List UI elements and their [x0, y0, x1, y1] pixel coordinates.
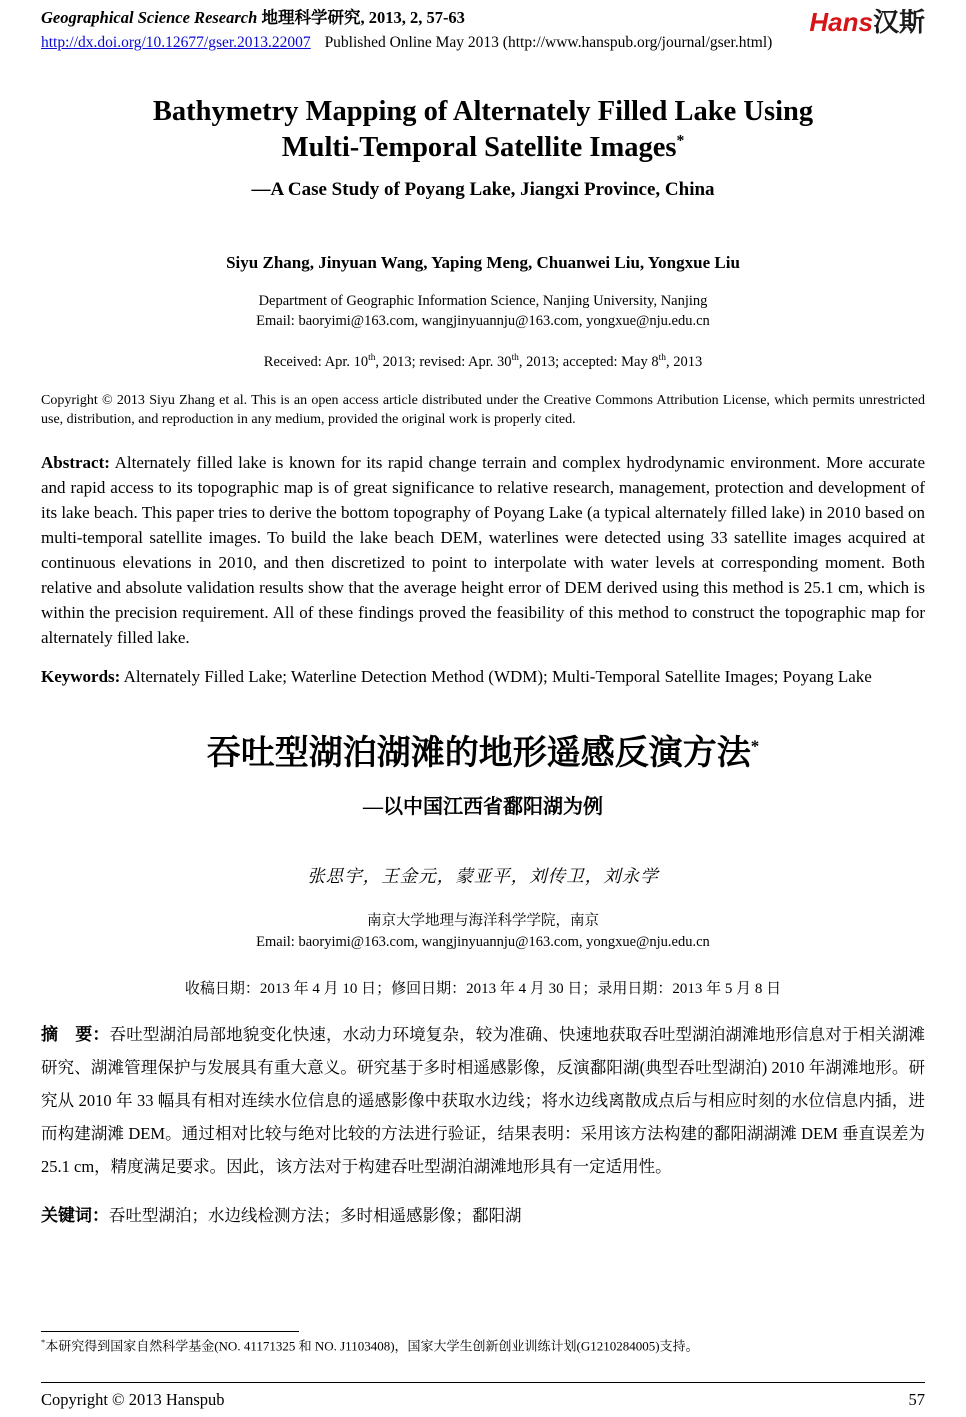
- doi-link[interactable]: http://dx.doi.org/10.12677/gser.2013.22007: [41, 33, 311, 51]
- footnote-area: [41, 1331, 925, 1356]
- footnote-asterisk: *: [41, 1337, 46, 1347]
- keywords-en: [41, 664, 925, 689]
- email-line-zh: Email: baoryimi@163.com, wangjinyuannju@163.com, yongxue@nju.edu.cn: [256, 933, 710, 950]
- received-ordinal: th: [368, 352, 376, 363]
- footer-copyright: Copyright © 2013 Hanspub: [41, 1390, 225, 1409]
- title-footnote-asterisk: *: [676, 132, 685, 150]
- funding-footnote: [41, 1337, 925, 1356]
- authors-zh: 张思宇，王金元，蒙亚平，刘传卫，刘永学: [307, 865, 659, 886]
- received-ordinal: th: [658, 352, 666, 363]
- journal-title-line: [41, 8, 772, 29]
- article-title-en-line2: Multi-Temporal Satellite Images: [281, 131, 677, 163]
- title-footnote-asterisk-zh: *: [750, 736, 760, 756]
- keywords-zh: [41, 1201, 925, 1226]
- doi-line: [41, 34, 772, 52]
- received-part: , 2013: [665, 353, 703, 370]
- hanspub-logo-cjk: 汉斯: [872, 7, 925, 37]
- journal-header-left: [41, 8, 772, 52]
- affiliation-block-en: [41, 292, 925, 330]
- dates-line-zh: 收稿日期：2013 年 4 月 10 日；修回日期：2013 年 4 月 30 日；录用日期：2013 年 5 月 8 日: [184, 980, 782, 997]
- received-line: [41, 353, 925, 371]
- received-ordinal: th: [511, 352, 519, 363]
- hanspub-logo-latin: Hans: [809, 7, 873, 37]
- abstract-text-zh: 吞吐型湖泊局部地貌变化快速，水动力环境复杂，较为准确、快速地获取吞吐型湖泊湖滩地形信息对于相关湖滩研究、湖滩管理保护与发展具有重大意义。研究基于多时相遥感影像，反演鄱阳湖(典型吞吐型湖泊) 2010 年湖滩地形。研究从 2010 年 33 幅具有相对连续水位信息的遥感影像中获取水边线；将水边线离散成点后与相应时刻的水位信息内插，进而构建湖滩 DEM。通过相对比较与绝对比较的方法进行验证，结果表明：采用该方法构建的鄱阳湖湖滩 DEM 垂直误差为 25.1 cm，精度满足要求。因此，该方法对于构建吞吐型湖泊湖滩地形具有一定适用性。: [41, 1024, 926, 1176]
- article-title-en: [41, 94, 925, 166]
- affiliation-zh: 南京大学地理与海洋科学学院，南京: [367, 912, 599, 929]
- keywords-label-zh: 关键词：: [41, 1205, 109, 1225]
- email-line-en: Email: baoryimi@163.com, wangjinyuannju@163.com, yongxue@nju.edu.cn: [256, 312, 710, 329]
- article-title-zh: [41, 733, 925, 776]
- received-part: , 2013; accepted: May 8: [518, 353, 659, 370]
- page-number: 57: [908, 1390, 925, 1409]
- journal-issue-info: 地理科学研究, 2013, 2, 57-63: [261, 8, 465, 27]
- published-online-text: Published Online May 2013 (http://www.hanspub.org/journal/gser.html): [324, 33, 773, 51]
- article-title-zh-text: 吞吐型湖泊湖滩的地形遥感反演方法: [206, 735, 751, 773]
- abstract-label-en: Abstract:: [41, 453, 110, 473]
- affiliation-block-zh: [41, 911, 925, 953]
- abstract-en: [41, 450, 925, 650]
- received-part: , 2013; revised: Apr. 30: [375, 353, 512, 370]
- article-subtitle-en: —A Case Study of Poyang Lake, Jiangxi Province, China: [251, 179, 715, 201]
- authors-en: Siyu Zhang, Jinyuan Wang, Yaping Meng, Chuanwei Liu, Yongxue Liu: [226, 253, 740, 273]
- journal-name-en: Geographical Science Research: [41, 8, 258, 27]
- affiliation-en: Department of Geographic Information Science, Nanjing University, Nanjing: [258, 293, 708, 310]
- keywords-label-en: Keywords:: [41, 667, 121, 687]
- abstract-text-en: Alternately filled lake is known for its rapid change terrain and complex hydrodynamic environment. More accurate and rapid access to its topographic map is of great significance to relative research, management, protection and development of its lake beach. This paper tries to derive the bottom topography of Poyang Lake (a typical alternately filled lake) in 2010 based on multi-temporal satellite images. To build the lake beach DEM, waterlines were detected using 33 satellite images acquired at continuous elevations in 2010, and then discretized to point to interpolate with water levels at corresponding moment. Both relative and absolute validation results show that the average height error of DEM derived using this method is 25.1 cm, which is within the precision requirement. All of these findings proved the feasibility of this method to construct the topographic map for alternately filled lake.: [41, 453, 926, 648]
- page-footer: [41, 1382, 925, 1410]
- footnote-text: 本研究得到国家自然科学基金(NO. 41171325 和 NO. J1103408)，国家大学生创新创业训练计划(G1210284005)支持。: [45, 1338, 699, 1354]
- hanspub-logo: [809, 8, 925, 35]
- keywords-text-zh: 吞吐型湖泊；水边线检测方法；多时相遥感影像；鄱阳湖: [109, 1205, 522, 1225]
- received-part: Received: Apr. 10: [263, 353, 369, 370]
- journal-header: [41, 8, 925, 52]
- copyright-notice: Copyright © 2013 Siyu Zhang et al. This is an open access article distributed under the Creative Commons Attribution License, which permits unrestricted use, distribution, and reproduction in any medium, provided the original work is properly cited.: [41, 392, 925, 428]
- abstract-label-zh: 摘 要：: [41, 1024, 110, 1044]
- keywords-text-en: Alternately Filled Lake; Waterline Detection Method (WDM); Multi-Temporal Satellite Images; Poyang Lake: [123, 667, 872, 687]
- article-title-en-line1: Bathymetry Mapping of Alternately Filled Lake Using: [152, 95, 814, 127]
- footnote-separator: [41, 1331, 299, 1332]
- abstract-zh: [41, 1018, 925, 1183]
- article-subtitle-zh: —以中国江西省鄱阳湖为例: [363, 795, 603, 818]
